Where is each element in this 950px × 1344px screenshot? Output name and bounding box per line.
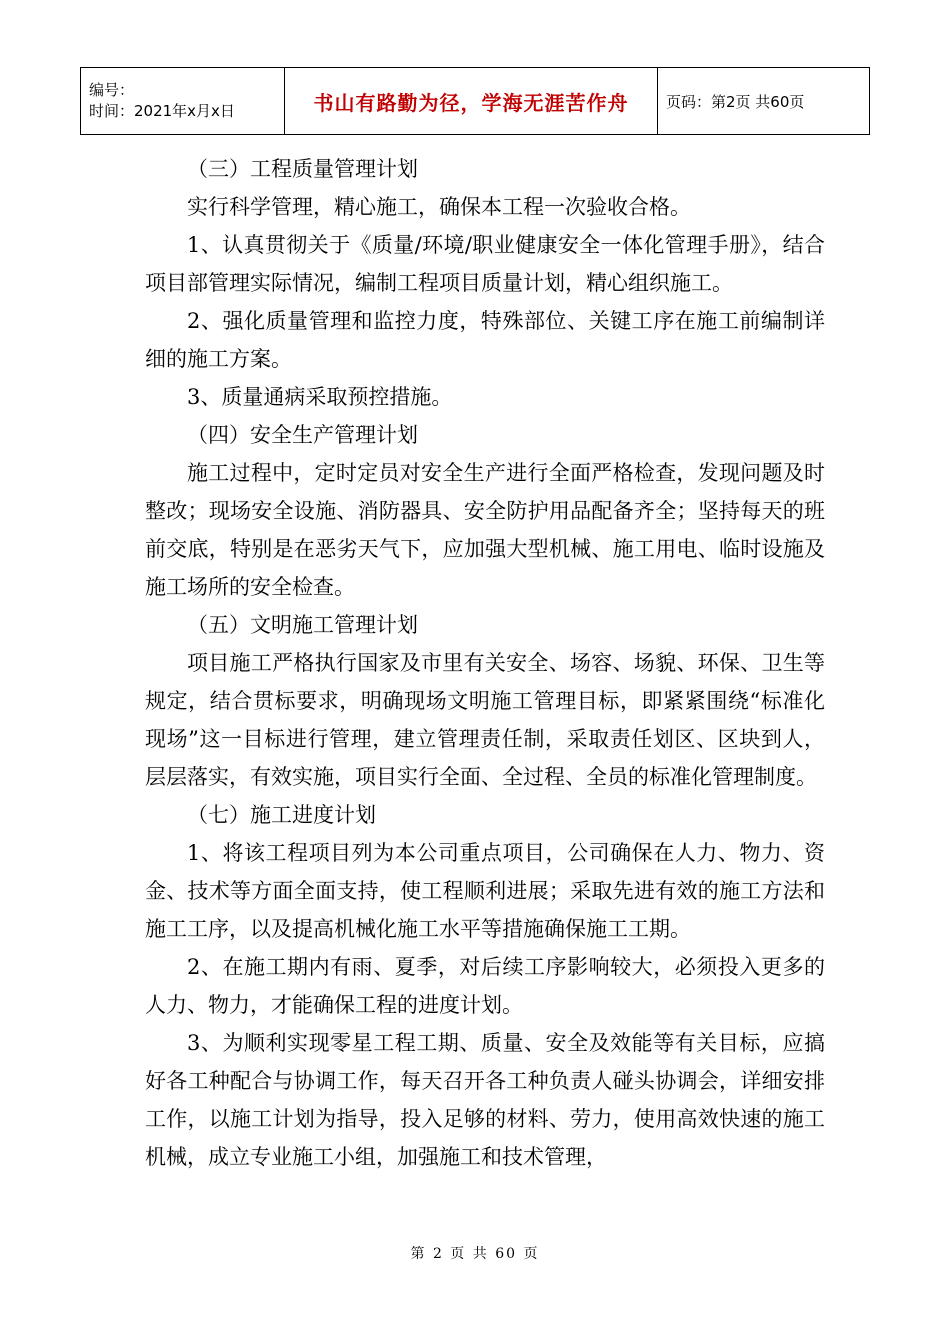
body-paragraph: 2、强化质量管理和监控力度，特殊部位、关键工序在施工前编制详细的施工方案。 [145,309,825,371]
header-info-cell [81,68,285,135]
document-time-label: 时间：2021年x月x日 [89,102,235,120]
body-paragraph: 施工过程中，定时定员对安全生产进行全面严格检查，发现问题及时整改；现场安全设施、消防器具、安全防护用品配备齐全；坚持每天的班前交底，特别是在恶劣天气下，应加强大型机械、施工用电、临时设施及施工场所的安全检查。 [145,461,825,599]
body-paragraph: 1、将该工程项目列为本公司重点项目，公司确保在人力、物力、资金、技术等方面全面支持，使工程顺利进展；采取先进有效的施工方法和施工工序，以及提高机械化施工水平等措施确保施工工期。 [145,841,825,941]
body-paragraph: 3、为顺利实现零星工程工期、质量、安全及效能等有关目标，应搞好各工种配合与协调工作，每天召开各工种负责人碰头协调会，详细安排工作，以施工计划为指导，投入足够的材料、劳力，使用高效快速的施工机械，成立专业施工小组，加强施工和技术管理， [145,1031,825,1169]
header-table [80,67,870,135]
document-body [145,150,825,1176]
body-paragraph: 项目施工严格执行国家及市里有关安全、场容、场貌、环保、卫生等规定，结合贯标要求，明确现场文明施工管理目标，即紧紧围绕“标准化现场”这一目标进行管理，建立管理责任制，采取责任划区、区块到人，层层落实，有效实施，项目实行全面、全过程、全员的标准化管理制度。 [145,651,825,789]
section-heading: （五）文明施工管理计划 [187,613,418,637]
header-page-code: 页码：第2页 共60页 [658,68,870,135]
body-paragraph: 实行科学管理，精心施工，确保本工程一次验收合格。 [187,195,691,219]
header-motto: 书山有路勤为径，学海无涯苦作舟 [285,68,658,135]
body-paragraph: 3、质量通病采取预控措施。 [187,385,453,409]
section-heading: （四）安全生产管理计划 [187,423,418,447]
document-number-label: 编号： [89,81,135,99]
section-heading: （三）工程质量管理计划 [187,157,418,181]
page-footer: 第 2 页 共 60 页 [410,1246,540,1262]
section-heading: （七）施工进度计划 [187,803,376,827]
body-paragraph: 2、在施工期内有雨、夏季，对后续工序影响较大，必须投入更多的人力、物力，才能确保工程的进度计划。 [145,955,825,1017]
body-paragraph: 1、认真贯彻关于《质量/环境/职业健康安全一体化管理手册》，结合项目部管理实际情况，编制工程项目质量计划，精心组织施工。 [145,233,825,295]
